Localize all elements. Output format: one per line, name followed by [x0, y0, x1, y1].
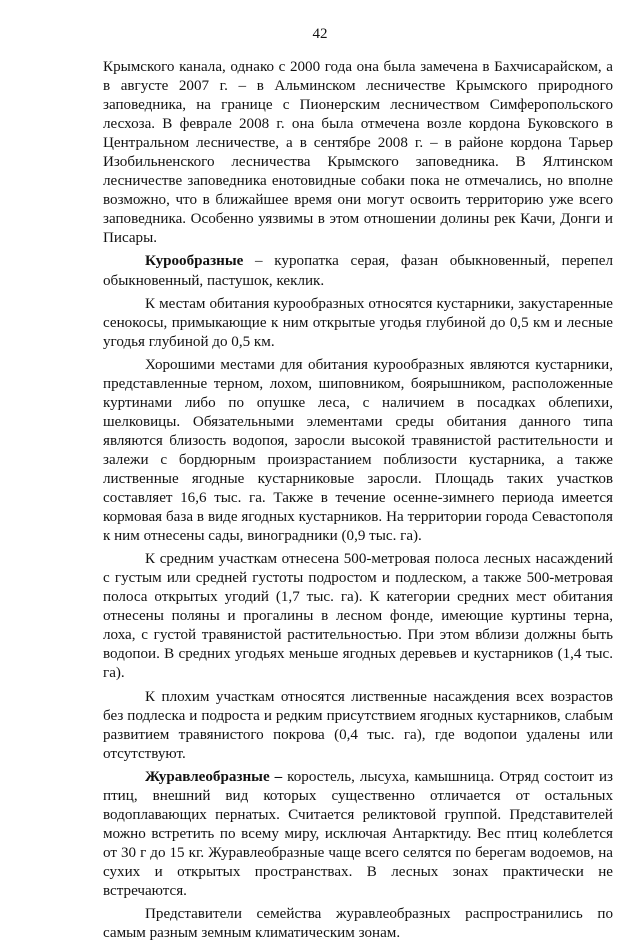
body-text — [103, 58, 613, 943]
paragraph-good-habitats: Хорошими местами для обитания курообразных являются кустарники, представленные терном, лохом, шиповником, боярышником, расположенные куртинами либо по опушке леса, с наличием в посадках облепихи, шелковицы. Обязательными элементами среды обитания данного типа являются близость водопоя, заросли высокой травянистой растительности и залежи с бордюрным произрастанием поблизости кустарника, а также лиственные ягодные кустарниковые заросли. Площадь таких участков составляет 16,6 тыс. га. Также в течение осенне-зимнего периода имеется кормовая база в виде ягодных кустарников. На территории города Севастополя к ним отнесены сады, виноградники (0,9 тыс. га). — [103, 356, 613, 545]
page-number: 42 — [312, 26, 328, 42]
term-galliformes: Курообразные — [145, 253, 244, 270]
paragraph-galliformes — [103, 252, 613, 290]
paragraph-medium-habitats: К средним участкам отнесена 500-метровая полоса лесных насаждений с густым или средней густоты подростом и подлеском, а также 500-метровая полоса открытых угодий (1,7 тыс. га). К категории средних мест обитания отнесены поляны и прогалины в лесном фонде, имеющие куртины терна, лоха, с густой травянистой растительностью. При этом вблизи должны быть водопои. В средних угодьях меньше ягодных деревьев и кустарников (1,4 тыс. га). — [103, 551, 613, 682]
paragraph-gruiformes-text: коростель, лысуха, камышница. Отряд состоит из птиц, внешний вид которых существенно отличается от остальных водоплавающих пернатых. Считается реликтовой группой. Представителей можно встретить по всему миру, исключая Антарктиду. Вес птиц колеблется от 30 г до 15 кг. Журавлеобразные чаще всего селятся по берегам водоемов, на сухих и открытых пространствах. В лесных зонах практически не встречаются. — [103, 768, 613, 899]
paragraph-poor-habitats: К плохим участкам относятся лиственные насаждения всех возрастов без подлеска и подроста и редким присутствием ягодных кустарников, слабым развитием травянистого покрова (0,4 тыс. га), где водопои удалены или отсутствуют. — [103, 688, 613, 762]
paragraph-gruiformes — [103, 768, 613, 901]
paragraph-gruiformes-distribution: Представители семейства журавлеобразных распространились по самым разным земным климатическим зонам. — [103, 906, 613, 942]
paragraph-habitats: К местам обитания курообразных относятся кустарники, закустаренные сенокосы, примыкающие к ним открытые угодья глубиной до 0,5 км и лесные угодья глубиной до 0,5 км. — [103, 295, 613, 350]
paragraph-galliformes-text: – куропатка серая, фазан обыкновенный, перепел обыкновенный, пастушок, кеклик. — [103, 253, 613, 289]
paragraph-continuation: Крымского канала, однако с 2000 года она была замечена в Бахчисарайском, а в августе 2007 г. – в Альминском лесничестве Крымского природного заповедника, на границе с Пионерским лесничеством Симферопольского лесхоза. В феврале 2008 г. она была отмечена возле кордона Буковского в Центральном лесничестве, а в сентябре 2008 г. – в районе кордона Тарьер Изобильненского лесничества Крымского заповедника. В Ялтинском лесничестве заповедника енотовидные собаки пока не отмечались, но вполне возможно, что в ближайшее время они могут освоить территорию уже всего заповедника. Особенно уязвимы в этом отношении долины рек Качи, Донги и Писары. — [103, 59, 613, 247]
term-gruiformes: Журавлеобразные – — [145, 768, 283, 785]
